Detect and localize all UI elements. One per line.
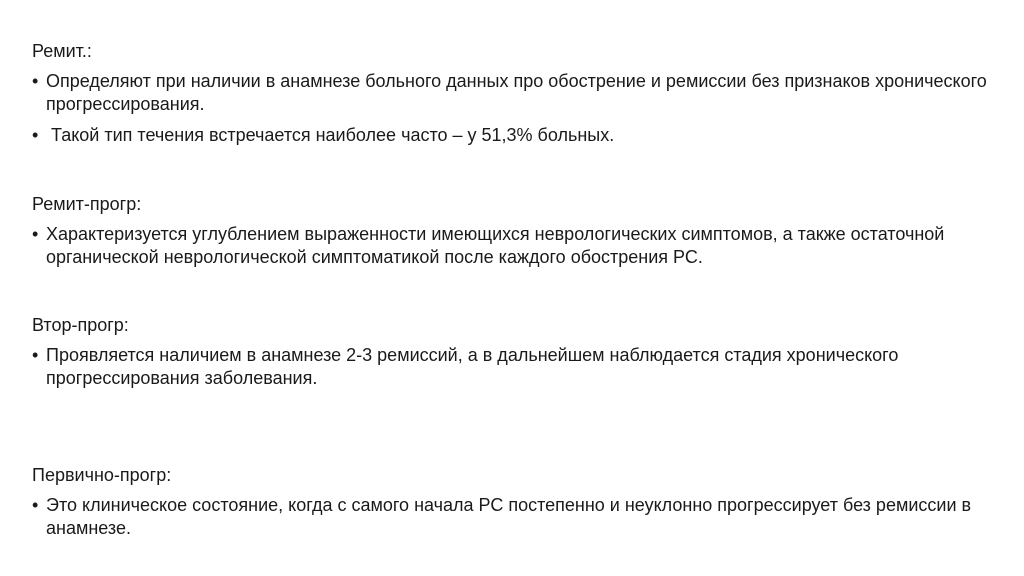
- section-heading: Ремит-прогр:: [32, 194, 142, 214]
- bullet-list: [32, 223, 1007, 269]
- list-item-text: Такой тип течения встречается наиболее часто – у 51,3% больных.: [46, 125, 615, 145]
- bullet-list: [32, 70, 1007, 147]
- list-item-text: Определяют при наличии в анамнезе больного данных про обострение и ремиссии без признаков хронического прогрессирования.: [46, 71, 987, 114]
- list-item: [32, 344, 1007, 390]
- section-vtor-progr: [32, 314, 1007, 398]
- bullet-icon: •: [32, 71, 39, 91]
- bullet-icon: •: [32, 224, 39, 244]
- section-remit-progr: [32, 193, 1007, 277]
- list-item-text: Проявляется наличием в анамнезе 2-3 ремиссий, а в дальнейшем наблюдается стадия хронического прогрессирования заболевания.: [46, 345, 899, 388]
- list-item-text: Это клиническое состояние, когда с самого начала РС постепенно и неуклонно прогрессирует без ремиссии в анамнезе.: [46, 495, 972, 538]
- list-item: [32, 124, 1007, 147]
- section-heading: Первично-прогр:: [32, 465, 172, 485]
- list-item: [32, 223, 1007, 269]
- bullet-icon: •: [32, 345, 39, 365]
- section-heading: Ремит.:: [32, 41, 92, 61]
- list-item-text: Характеризуется углублением выраженности имеющихся неврологических симптомов, а также остаточной органической неврологической симптоматикой после каждого обострения РС.: [46, 224, 945, 267]
- bullet-icon: •: [32, 495, 39, 515]
- bullet-list: [32, 494, 1007, 540]
- section-pervichno-progr: [32, 464, 1007, 548]
- bullet-icon: •: [32, 125, 39, 145]
- list-item: [32, 70, 1007, 116]
- section-remit: [32, 40, 1007, 155]
- bullet-list: [32, 344, 1007, 390]
- section-heading: Втор-прогр:: [32, 315, 129, 335]
- list-item: [32, 494, 1007, 540]
